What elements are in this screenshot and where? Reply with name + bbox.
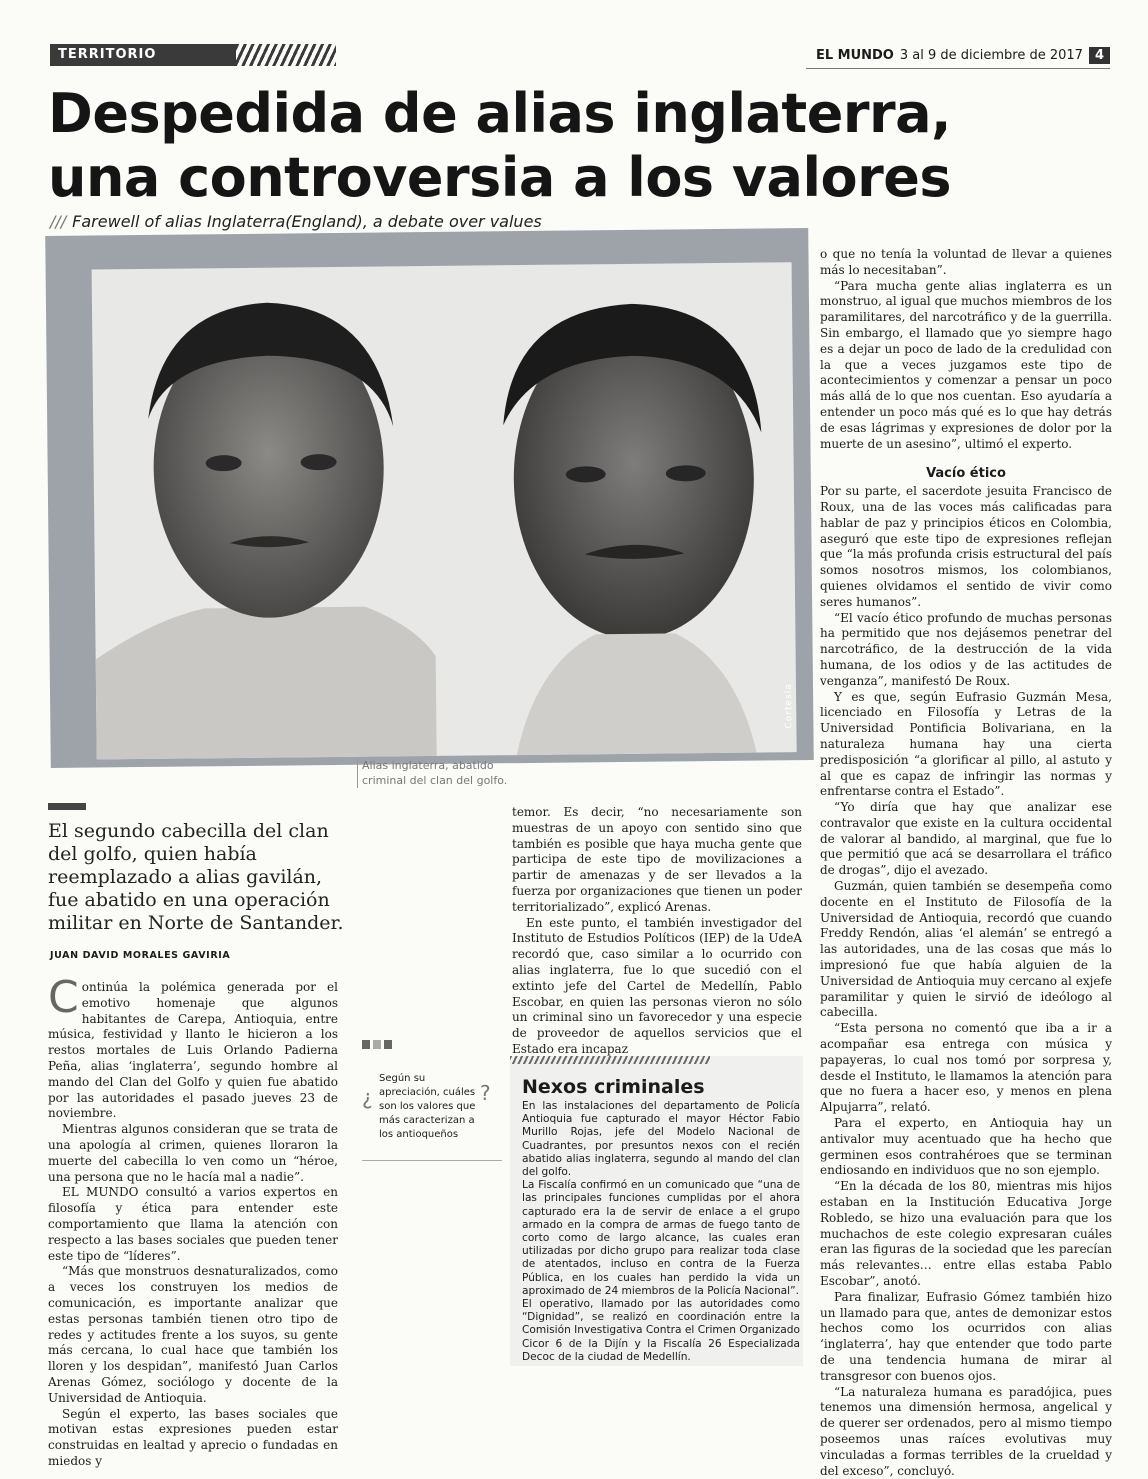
subhead-text: Farewell of alias Inglaterra(England), a debate over values <box>72 212 542 231</box>
box-stripe <box>510 1056 710 1064</box>
body-paragraph: Para finalizar, Eufrasio Gómez también hizo un llamado para que, antes de demonizar estos hechos como los ocurridos con alias ‘inglaterra’, hay que entender que todo parte de una tendencia humana de mirar al transgresor con buenos ojos. <box>820 1289 1112 1383</box>
box-body <box>522 1100 800 1364</box>
body-paragraph: “En la década de los 80, mientras mis hijos estaban en la Institución Educativa Jorge Robledo, se hizo una evaluación para que los muchachos de este colegio expresaran cuáles eran las figuras de la sociedad que les parecían más relevantes… entre ellas estaba Pablo Escobar”, anotó. <box>820 1179 1112 1288</box>
body-paragraph: temor. Es decir, “no necesariamente son muestras de un apoyo con sentido sino que también es posible que haya mucha gente que participa de este tipo de movilizaciones a partir de amenazas y de ser llevados a la fuerza por organizaciones que tienen un poder territorializado”, explicó Arenas. <box>512 805 802 914</box>
masthead <box>816 44 1110 66</box>
headline-line-1: Despedida de alias inglaterra, <box>48 82 952 145</box>
byline: JUAN DAVID MORALES GAVIRIA <box>50 950 231 961</box>
body-paragraph: “El vacío ético profundo de muchas personas ha permitido que nos dejásemos penetrar del narcotráfico, de la destrucción de la vida humana, de los odios y de las actitudes de venganza”, manifestó De Roux. <box>820 610 1112 688</box>
article-column-3 <box>820 247 1112 1479</box>
box-paragraph: En las instalaciones del departamento de Policía Antioquia fue capturado el mayor Héctor Fabio Murillo Rojas, jefe del Modelo Nacional de Cuadrantes, por presuntos nexos con el recién abatido alias inglaterra, segundo al mando del clan del golfo. <box>522 1100 800 1179</box>
reader-question <box>362 1040 502 1160</box>
lead-accent-bar <box>48 803 86 810</box>
body-paragraph: En este punto, el también investigador del Instituto de Estudios Políticos (IEP) de la UdeA recordó que, caso similar a lo ocurrido con alias inglaterra, fue lo que sucedió con el extinto jefe del Cartel de Medellín, Pablo Escobar, en quien las personas vieron no sólo un criminal sino un favorecedor y una especie de proveedor de aquellos servicios que el Estado era incapaz <box>512 915 802 1056</box>
portrait-left <box>92 262 797 759</box>
body-paragraph: Por su parte, el sacerdote jesuita Francisco de Roux, una de las voces más calificadas para hablar de paz y principios éticos en Colombia, aseguró que este tipo de expresiones reflejan que “la más profunda crisis estructural del país somos nosotros mismos, los colombianos, quienes olvidamos el sentido de vivir como seres humanos”. <box>820 484 1112 609</box>
newspaper-brand: EL MUNDO <box>815 47 894 63</box>
english-subhead <box>50 212 542 231</box>
body-paragraph: “La naturaleza humana es paradójica, pues tenemos una dimensión hermosa, angelical y de querer ser ordenados, pero al mismo tiempo poseemos unas raíces evolutivas muy vinculadas a formas terribles de la crueldad y del exceso”, concluyó. <box>820 1384 1112 1478</box>
body-paragraph: o que no tenía la voluntad de llevar a quienes más lo necesitaban”. <box>820 247 1112 277</box>
body-paragraph: Mientras algunos consideran que se trata de una apología al crimen, quienes lloraron la muerte del cabecilla lo ven como un “héroe, una persona que no le hacía mal a nadie”. <box>48 1122 338 1184</box>
masthead-rule <box>806 68 1110 69</box>
body-paragraph: “Más que monstruos desnaturalizados, como a veces los construyen los medios de comunicación, es importante analizar que estas personas también tienen otro tipo de redes y actitudes frente a los suyos, su gente más cercana, lo cual hace que también los lloren y los despidan”, manifestó Juan Carlos Arenas Gómez, sociólogo y docente de la Universidad de Antioquia. <box>48 1264 338 1405</box>
article-column-1 <box>48 972 338 1470</box>
box-paragraph: La Fiscalía confirmó en un comunicado que “una de las principales funciones cumplidas por el ahora capturado era la de servir de enlace a el grupo armado en la compra de armas de fuego tanto de corto como de largo alcance, las cuales eran utilizadas por dicho grupo para realizar toda clase de atentados, incluso en contra de la Fuerza Pública, en los cuales han perdido la vida un aproximado de 24 miembros de la Policía Nacional”. <box>522 1179 800 1297</box>
article-column-2 <box>512 805 802 1058</box>
body-paragraph: Para el experto, en Antioquia hay un antivalor muy acentuado que ha hecho que germinen esos contrahéroes que se terminan endiosando en individuos que no son ejemplo. <box>820 1116 1112 1178</box>
body-paragraph: Guzmán, quien también se desempeña como docente en el Instituto de Filosofía de la Universidad de Antioquia, recordó que cuando Freddy Rendón, alias ‘el alemán’ se entregó a las autoridades, una de las cosas que más lo impresionó fue que había alguien de la Universidad de Antioquia muy cercano al exjefe paramilitar y quien le sirvió de ideólogo al cabecilla. <box>820 879 1112 1020</box>
photo-caption: Alias inglaterra, abatido criminal del clan del golfo. <box>357 758 522 788</box>
issue-date: 3 al 9 de diciembre de 2017 <box>899 47 1083 63</box>
box-title: Nexos criminales <box>522 1076 705 1098</box>
body-paragraph: Continúa la polémica generada por el emotivo homenaje que algunos habitantes de Carepa, Antioquia, entre música, festividad y llanto le hicieron a los restos mortales de Luis Orlando Padierna Peña, alias ‘inglaterra’, segundo hombre al mando del Clan del Golfo y quien fue abatido por las autoridades el pasado jueves 23 de noviembre. <box>48 972 338 1121</box>
body-paragraph: Según el experto, las bases sociales que motivan estas expresiones pueden estar construidas en lealtad y aprecio o fundadas en miedos y <box>48 1406 338 1468</box>
headline <box>48 82 1108 210</box>
section-subtitle: Vacío ético <box>926 466 1006 482</box>
headline-line-2: una controversia a los valores <box>48 146 951 209</box>
question-open-mark: ¿ <box>362 1085 373 1109</box>
body-paragraph: “Para mucha gente alias inglaterra es un monstruo, al igual que muchos miembros de los paramilitares, del narcotráfico y de la guerrilla. Sin embargo, el llamado que yo siempre hago es a dejar un poco de lado de la credulidad con la que a veces juzgamos este tipo de acontecimientos y comenzar a pensar un poco más allá de lo que nos cuentan. Eso ayudaría a entender un poco más qué es lo que hay detrás de esas lágrimas y expresiones de dolor por la muerte de un asesino”, ultimó el experto. <box>820 278 1112 451</box>
nexos-box <box>510 1056 803 1366</box>
page-number: 4 <box>1089 47 1110 64</box>
photo-frame <box>45 228 814 768</box>
question-bars <box>362 1040 502 1049</box>
section-hatch <box>236 44 336 66</box>
box-paragraph: El operativo, llamado por las autoridades como “Dignidad”, se realizó en coordinación entre la Comisión Investigativa Contra el Crimen Organizado Cicor 6 de la Dijín y la Fiscalía 26 Especializada Decoc de la ciudad de Medellín. <box>522 1298 800 1363</box>
body-paragraph: Y es que, según Eufrasio Guzmán Mesa, licenciado en Filosofía y Letras de la Universidad Pontificia Bolivariana, en la naturaleza humana hay una cierta predisposición “a glorificar al pillo, al astuto y al que es capaz de infringir las normas y enfrentarse contra el Estado”. <box>820 689 1112 799</box>
section-label: TERRITORIO <box>58 47 157 62</box>
body-paragraph: “Yo diría que hay que analizar ese contravalor que existe en la cultura occidental de valorar al bandido, al marginal, que fue lo que permitió que acá se desarrollara el tráfico de drogas”, dijo el avezado. <box>820 800 1112 878</box>
body-paragraph: “Esta persona no comentó que iba a ir a acompañar esa entrega con música y papayeras, lo cual nos tomó por sorpresa y, desde el Instituto, le llamamos la atención para que no fuera a hacer eso, y menos en plena Alpujarra”, relató. <box>820 1021 1112 1115</box>
question-text: Según su apreciación, cuáles son los valores que más caracterizan a los antioqueños <box>379 1073 476 1140</box>
photo <box>92 262 797 759</box>
question-close-mark: ? <box>480 1081 491 1105</box>
question-rule <box>362 1160 502 1161</box>
photo-credit: Cortesía <box>783 682 795 729</box>
subhead-marker: /// <box>50 212 67 231</box>
section-tag <box>50 44 336 66</box>
body-paragraph: EL MUNDO consultó a varios expertos en filosofía y ética para entender este comportamiento que llama la atención con respecto a las bases sociales que pueden tener este tipo de “líderes”. <box>48 1185 338 1263</box>
lead-paragraph: El segundo cabecilla del clan del golfo, quien había reemplazado a alias gavilán, fue abatido en una operación militar en Norte de Santander. <box>48 820 344 934</box>
